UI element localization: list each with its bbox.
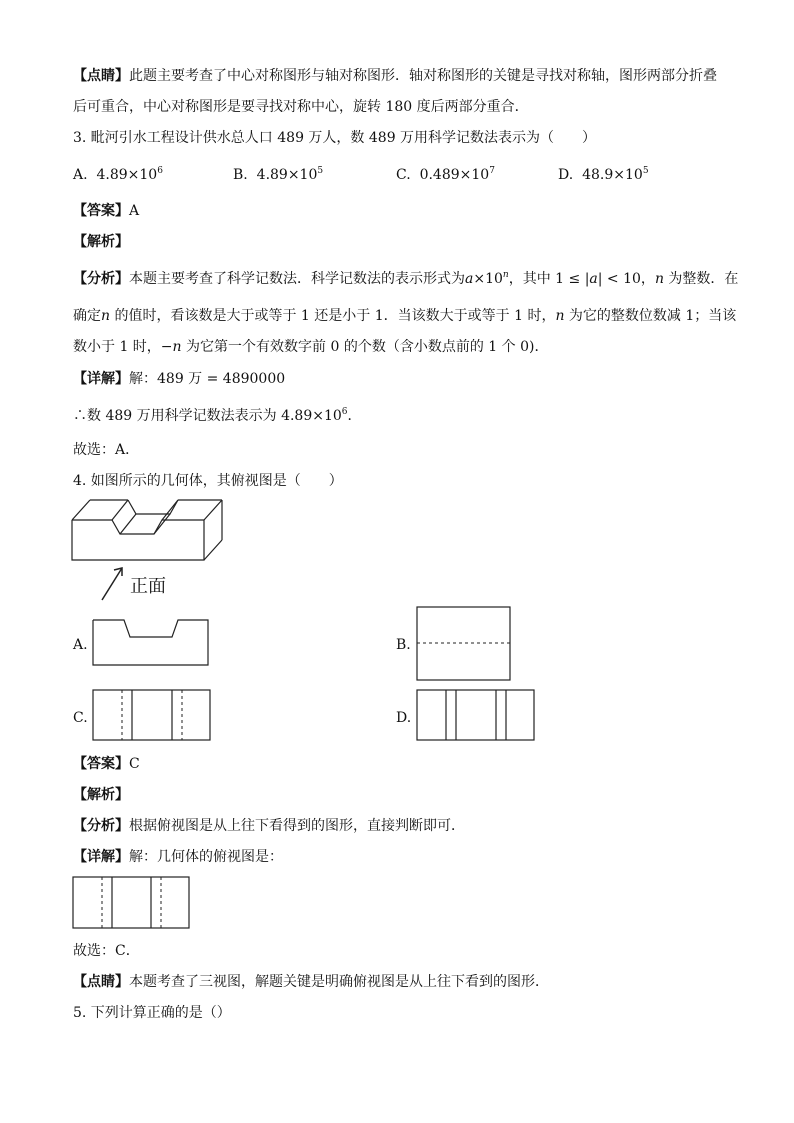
conclusion-text: ∴数 489 万用科学记数法表示为 4.89×10 bbox=[73, 408, 342, 424]
option-exp: 6 bbox=[157, 166, 163, 176]
option-exp: 5 bbox=[642, 166, 649, 176]
answer-tag: 【答案】 bbox=[73, 203, 129, 219]
q3-choose: 故选：A． bbox=[73, 442, 140, 458]
option-label: C. bbox=[396, 167, 411, 183]
math-a: a bbox=[465, 271, 474, 287]
q3-fenxi-line2 bbox=[73, 306, 736, 326]
fenxi-text: 为它的整数位数减 1；当该 bbox=[564, 308, 737, 324]
q4-option-b-label: B. bbox=[396, 637, 411, 653]
option-exp: 5 bbox=[317, 166, 324, 176]
fenxi-tag: 【分析】 bbox=[73, 271, 129, 287]
option-base: 4.89×10 bbox=[96, 167, 158, 183]
fenxi-text: 的值时，看该数是大于或等于 1 还是小于 1．当该数大于或等于 1 时， bbox=[110, 308, 556, 324]
option-base: 4.89×10 bbox=[256, 167, 318, 183]
option-base: 0.489×10 bbox=[419, 167, 490, 183]
q4-option-d-label: D. bbox=[396, 710, 412, 726]
detail-tag: 【详解】 bbox=[73, 371, 129, 387]
q3-fenxi-line3 bbox=[73, 337, 548, 357]
q3-stem: 3. 毗河引水工程设计供水总人口 489 万人，数 489 万用科学记数法表示为（ ） bbox=[73, 130, 597, 146]
comment-tag: 【点睛】 bbox=[73, 68, 129, 84]
option-label: B. bbox=[233, 167, 248, 183]
q3-option-d bbox=[558, 165, 649, 185]
q3-option-a bbox=[73, 165, 163, 185]
fenxi-text: 确定 bbox=[73, 308, 101, 324]
comment-text: 此题主要考查了中心对称图形与轴对称图形．轴对称图形的关键是寻找对称轴，图形两部分折叠 bbox=[129, 68, 717, 84]
q4-option-b-figure bbox=[416, 606, 512, 682]
q2-comment-line2: 后可重合，中心对称图形是要寻找对称中心，旋转 180 度后两部分重合． bbox=[73, 99, 529, 115]
q4-option-c-label: C. bbox=[73, 710, 88, 726]
comment-tag: 【点睛】 bbox=[73, 974, 129, 990]
math-exp-n: n bbox=[502, 270, 509, 280]
q4-comment bbox=[73, 972, 549, 992]
conclusion-exp: 6 bbox=[341, 407, 348, 417]
answer-tag: 【答案】 bbox=[73, 756, 129, 772]
q3-analysis-tag: 【解析】 bbox=[73, 234, 129, 250]
q3-option-b bbox=[233, 165, 323, 185]
detail-tag: 【详解】 bbox=[73, 849, 129, 865]
option-label: A. bbox=[73, 167, 88, 183]
fenxi-tag: 【分析】 bbox=[73, 818, 129, 834]
fenxi-text: 为它第一个有效数字前 0 的个数（含小数点前的 1 个 0)． bbox=[181, 339, 549, 355]
detail-text: 解：几何体的俯视图是： bbox=[129, 849, 283, 865]
q5-stem: 5. 下列计算正确的是（） bbox=[73, 1005, 231, 1021]
fenxi-text: 数小于 1 时，− bbox=[73, 339, 173, 355]
q4-answer bbox=[73, 754, 140, 774]
q4-option-a-label: A. bbox=[73, 637, 88, 653]
q3-option-c bbox=[396, 165, 495, 185]
q4-option-a-figure bbox=[92, 619, 210, 667]
math-n: n bbox=[172, 339, 182, 355]
q4-fenxi bbox=[73, 816, 465, 836]
front-label: 正面 bbox=[130, 576, 166, 597]
conclusion-text: ． bbox=[347, 408, 362, 424]
q4-option-d-figure bbox=[416, 689, 536, 743]
fenxi-text: 为整数．在 bbox=[663, 271, 739, 287]
q2-comment-line1 bbox=[73, 66, 717, 86]
math-n: n bbox=[101, 308, 111, 324]
option-label: D. bbox=[558, 167, 574, 183]
fenxi-text: 本题主要考查了科学记数法．科学记数法的表示形式为 bbox=[129, 271, 465, 287]
q4-stem: 4. 如图所示的几何体，其俯视图是（ ） bbox=[73, 473, 343, 489]
option-exp: 7 bbox=[489, 166, 495, 176]
q4-choose: 故选：C． bbox=[73, 943, 140, 959]
q4-option-c-figure bbox=[92, 689, 212, 743]
math-times-ten: ×10 bbox=[473, 271, 503, 287]
q3-conclusion bbox=[73, 406, 362, 426]
answer-value: C bbox=[129, 756, 140, 772]
math-n: n bbox=[654, 271, 664, 287]
q4-analysis-tag: 【解析】 bbox=[73, 787, 129, 803]
q4-solution-figure bbox=[72, 876, 192, 930]
q3-fenxi-line1 bbox=[73, 269, 738, 289]
fenxi-text: 根据俯视图是从上往下看得到的图形，直接判断即可． bbox=[129, 818, 465, 834]
detail-text: 解：489 万 = 4890000 bbox=[129, 371, 286, 387]
fenxi-text: < 10， bbox=[602, 271, 655, 287]
q4-detail bbox=[73, 847, 283, 867]
math-n: n bbox=[555, 308, 565, 324]
answer-value: A bbox=[129, 203, 140, 219]
fenxi-text: ，其中 1 ≤ bbox=[508, 271, 585, 287]
option-base: 48.9×10 bbox=[582, 167, 643, 183]
q3-answer bbox=[73, 201, 139, 221]
comment-text: 本题考查了三视图，解题关键是明确俯视图是从上往下看到的图形． bbox=[129, 974, 549, 990]
q3-detail bbox=[73, 369, 285, 389]
math-abs-a: |a| bbox=[584, 271, 603, 287]
